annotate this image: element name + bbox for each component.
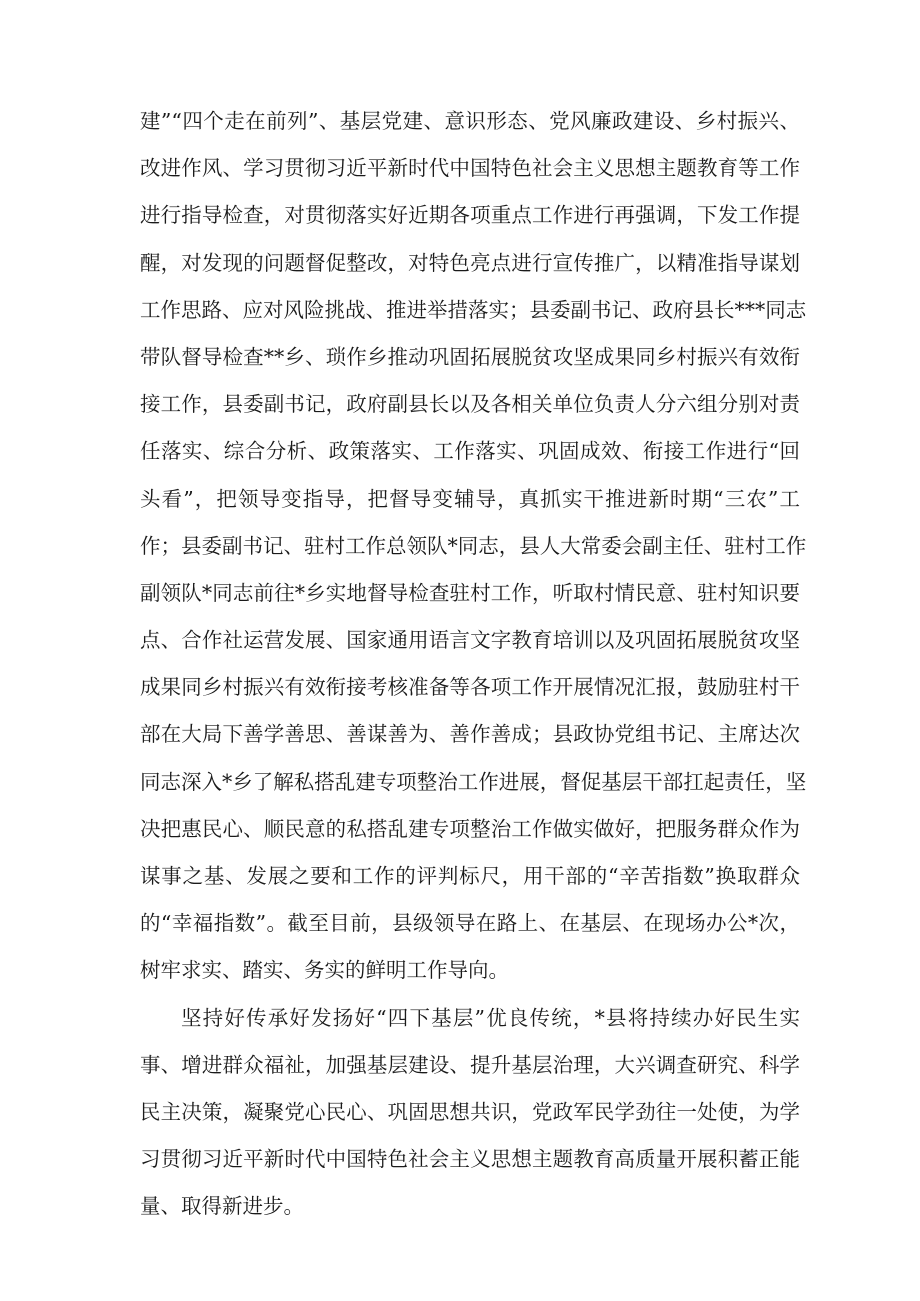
text-line: 民主决策，凝聚党心民心、巩固思想共识，党政军民学劲往一处使，为学 (140, 1099, 800, 1124)
text-line: 部在大局下善学善思、善谋善为、善作善成；县政协党组书记、主席达次 (140, 722, 800, 747)
text-line: 作；县委副书记、驻村工作总领队*同志，县人大常委会副主任、驻村工作 (140, 533, 807, 558)
text-line: 谋事之基、发展之要和工作的评判标尺，用干部的“辛苦指数”换取群众 (140, 864, 800, 888)
text-line: 成果同乡村振兴有效衔接考核准备等各项工作开展情况汇报，鼓励驻村干 (140, 675, 800, 700)
text-line: 树牢求实、踏实、务实的鲜明工作导向。 (140, 958, 509, 983)
text-line: 进行指导检查，对贯彻落实好近期各项重点工作进行再强调，下发工作提 (140, 203, 800, 228)
text-line: 醒，对发现的问题督促整改，对特色亮点进行宣传推广，以精准指导谋划 (140, 250, 800, 275)
text-line: 头看”，把领导变指导，把督导变辅导，真抓实干推进新时期“三农”工 (140, 486, 800, 511)
text-line: 建”“四个走在前列”、基层党建、意识形态、党风廉政建设、乡村振兴、 (140, 109, 800, 133)
text-line: 点、合作社运营发展、国家通用语言文字教育培训以及巩固拓展脱贫攻坚 (140, 628, 800, 653)
text-line: 带队督导检查**乡、琐作乡推动巩固拓展脱贫攻坚成果同乡村振兴有效衔 (140, 344, 800, 369)
text-line: 工作思路、应对风险挑战、推进举措落实；县委副书记、政府县长***同志 (140, 297, 807, 322)
text-line: 副领队*同志前往*乡实地督导检查驻村工作，听取村情民意、驻村知识要 (140, 580, 800, 605)
text-line: 同志深入*乡了解私搭乱建专项整治工作进展，督促基层干部扛起责任，坚 (140, 769, 807, 794)
text-line: 决把惠民心、顺民意的私搭乱建专项整治工作做实做好，把服务群众作为 (140, 816, 800, 841)
text-line: 量、取得新进步。 (140, 1194, 304, 1219)
text-line: 改进作风、学习贯彻习近平新时代中国特色社会主义思想主题教育等工作 (140, 156, 800, 181)
text-line: 事、增进群众福祉，加强基层建设、提升基层治理，大兴调查研究、科学 (140, 1052, 800, 1077)
paragraph-2 (140, 995, 800, 1231)
text-line: 坚持好传承好发扬好“四下基层”优良传统，*县将持续办好民生实 (181, 1005, 800, 1030)
text-line: 习贯彻习近平新时代中国特色社会主义思想主题教育高质量开展积蓄正能 (140, 1147, 800, 1172)
text-line: 的“幸福指数”。截至目前，县级领导在路上、在基层、在现场办公*次， (140, 911, 800, 936)
text-line: 接工作，县委副书记，政府副县长以及各相关单位负责人分六组分别对责 (140, 392, 800, 417)
paragraph-1 (140, 98, 807, 995)
text-line: 任落实、综合分析、政策落实、工作落实、巩固成效、衔接工作进行“回 (140, 439, 800, 464)
document-body (140, 98, 807, 1231)
